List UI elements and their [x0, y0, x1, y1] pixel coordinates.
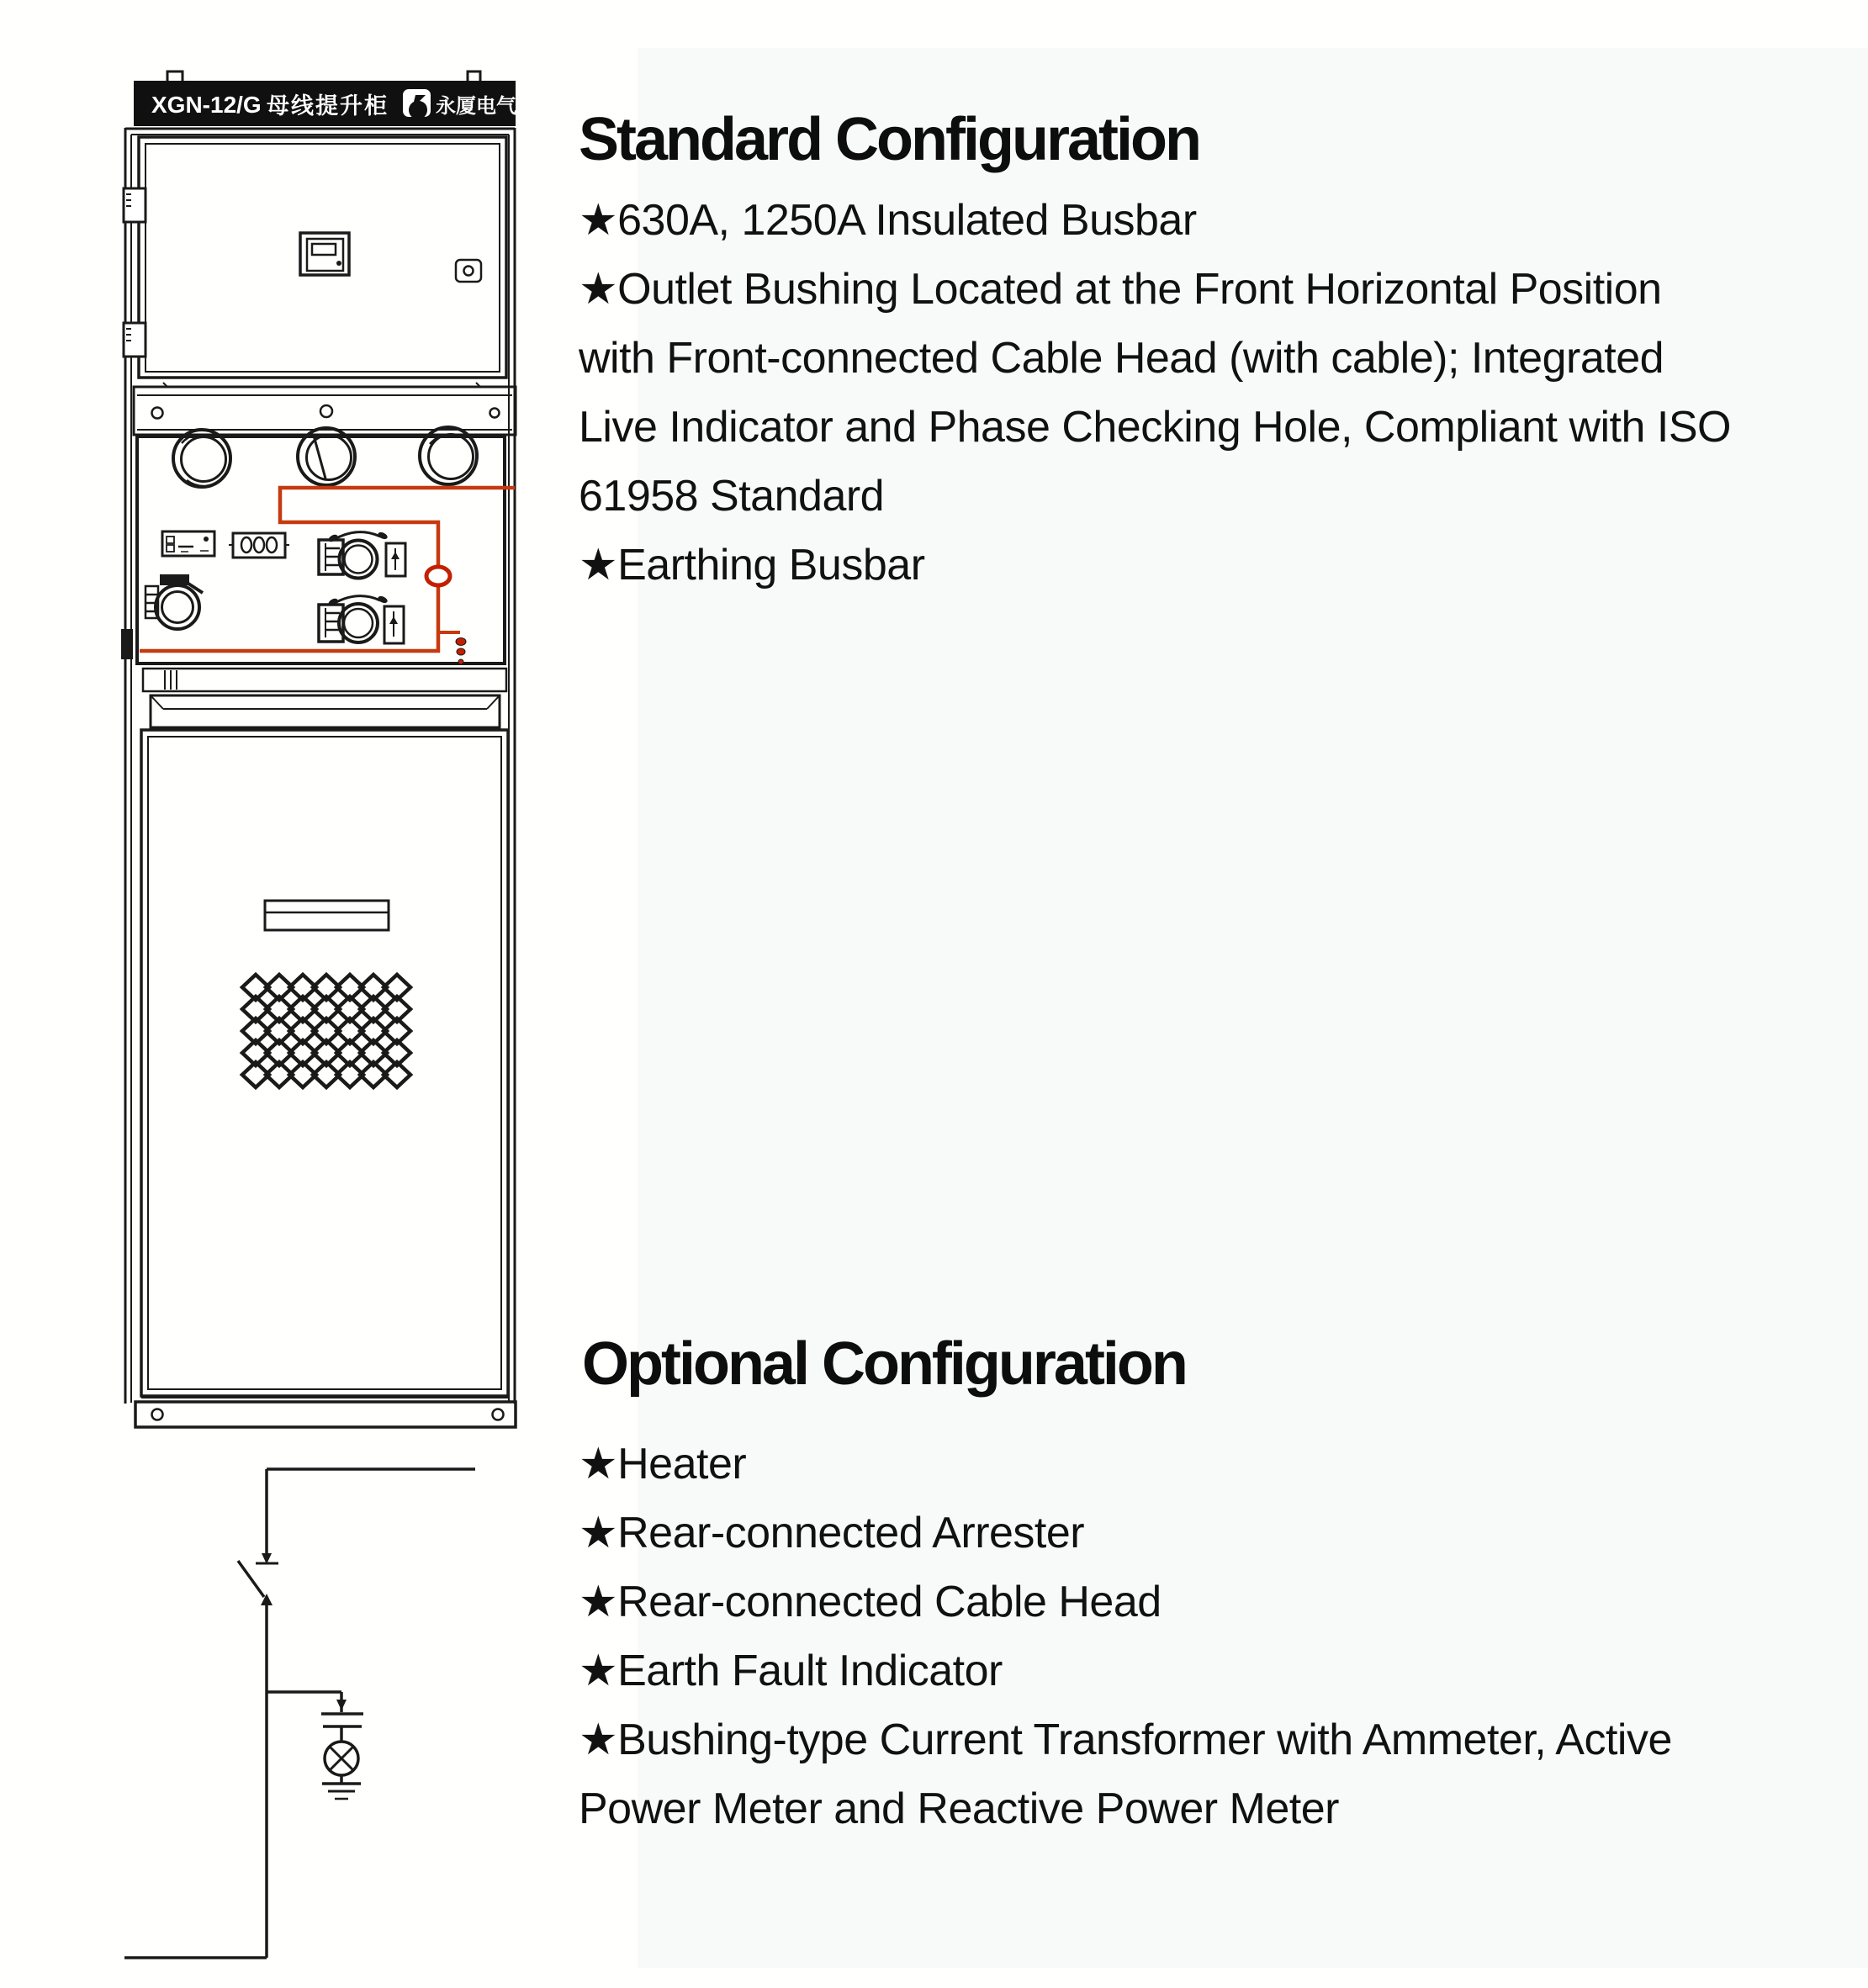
door-handle-slot — [265, 901, 389, 930]
padlock-lower — [319, 595, 404, 643]
optional-line-6: Power Meter and Reactive Power Meter — [579, 1784, 1339, 1833]
standard-line-1: ★630A, 1250A Insulated Busbar — [579, 196, 1197, 245]
nameplate-bar — [134, 81, 516, 126]
counter-display — [229, 533, 289, 558]
door-hinges — [124, 188, 146, 357]
earth-symbol — [322, 1784, 361, 1799]
operating-handle-socket — [121, 574, 203, 659]
optional-line-4: ★Earth Fault Indicator — [579, 1647, 1003, 1695]
upper-door — [124, 137, 506, 378]
standard-config-title: Standard Configuration — [579, 106, 1199, 173]
lower-door — [141, 730, 508, 1396]
standard-config-list — [579, 186, 1731, 600]
secondary-wiring — [140, 488, 515, 664]
standard-line-3: with Front-connected Cable Head (with cable); Integrated — [579, 334, 1664, 383]
spacer-bands — [143, 669, 506, 727]
optional-line-1: ★Heater — [579, 1440, 747, 1488]
optional-line-5: ★Bushing-type Current Transformer with Ammeter, Active — [579, 1716, 1672, 1764]
disconnector-blade — [238, 1561, 264, 1597]
padlock-upper — [319, 531, 405, 578]
optional-config-list — [579, 1430, 1672, 1843]
optional-line-3: ★Rear-connected Cable Head — [579, 1578, 1162, 1626]
brand-logo-icon — [403, 89, 431, 119]
brand-label: 永厦电气 — [436, 95, 516, 118]
door-lock — [456, 260, 481, 282]
model-label: XGN-12/G — [151, 92, 262, 118]
product-name-label: 母线提升柜 — [267, 93, 389, 119]
single-line-diagram — [124, 1469, 475, 1958]
cabinet-frame — [125, 128, 515, 1404]
base-channel — [135, 1398, 516, 1427]
indicator-plate — [162, 531, 214, 556]
optional-line-2: ★Rear-connected Arrester — [579, 1509, 1085, 1557]
relay-meter — [300, 233, 349, 275]
standard-line-6: ★Earthing Busbar — [579, 541, 925, 590]
lamp-symbol — [325, 1742, 358, 1775]
optional-config-title: Optional Configuration — [582, 1330, 1186, 1398]
standard-line-2: ★Outlet Bushing Located at the Front Horizontal Position — [579, 265, 1662, 314]
capacitor-symbol — [321, 1714, 363, 1726]
mechanism-panel — [121, 427, 515, 664]
ventilation-grille — [242, 975, 410, 1087]
standard-line-5: 61958 Standard — [579, 472, 885, 521]
standard-line-4: Live Indicator and Phase Checking Hole, Compliant with ISO — [579, 403, 1731, 452]
